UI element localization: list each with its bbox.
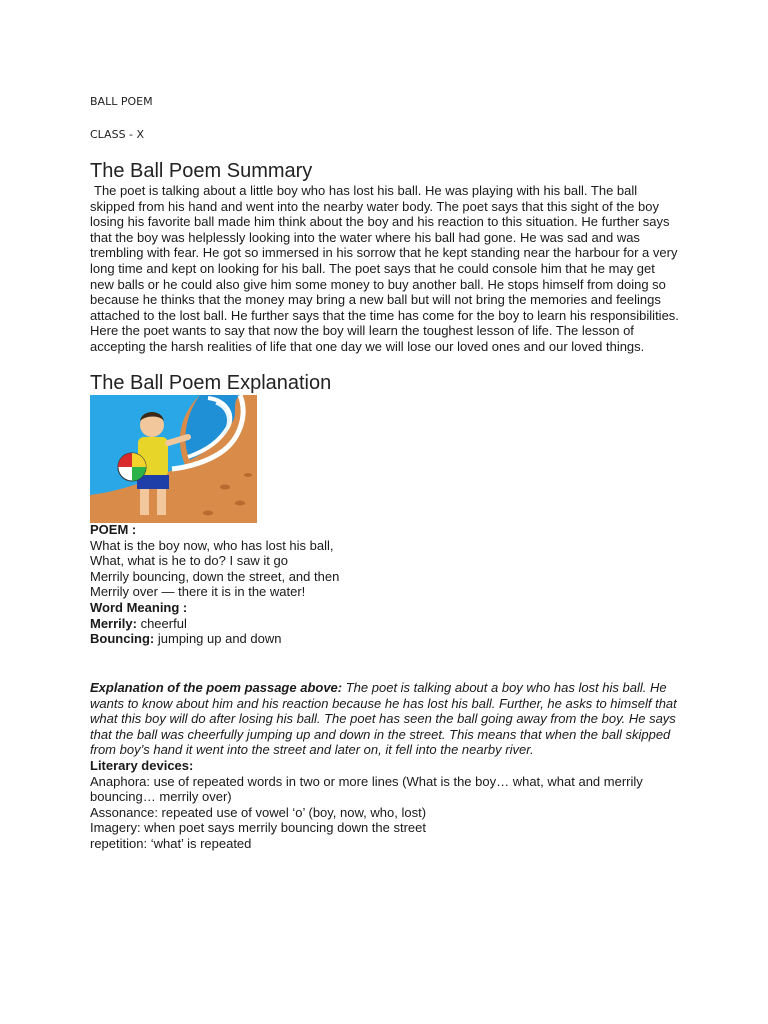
- passage-explanation: [90, 680, 684, 758]
- passage-label: Explanation of the poem passage above:: [90, 680, 343, 695]
- poem-line: What is the boy now, who has lost his ball,: [90, 537, 334, 553]
- class-label: CLASS - X: [90, 128, 145, 141]
- summary-paragraph: The poet is talking about a little boy who has lost his ball. He was playing with his ball. The ball skipped from his hand and went into the nearby water body. The poet says that this sight of the boy losing his favorite ball made him think about the boy and his reaction to this situation. He further says that the boy was helplessly looking into the water where his ball had gone. He was sad and was trembling with fear. He got so immersed in his sorrow that he kept standing near the harbour for a very long time and kept on looking for his ball. The poet says that he could console him that he may get new balls or he could also give him some money to buy another ball. He stops himself from doing so because he thinks that the money may bring a new ball but will not bring the memories and feelings attached to the lost ball. He further says that the time has come for the boy to learn his responsibilities. Here the poet wants to say that now the boy will learn the toughest lesson of life. The lesson of accepting the harsh realities of life that one day we will lose our loved ones and our loved things.: [90, 183, 679, 354]
- poem-section: [90, 522, 684, 647]
- doc-title: BALL POEM: [90, 95, 153, 108]
- literary-device-item: repetition: ‘what’ is repeated: [90, 835, 252, 851]
- literary-device-item: Anaphora: use of repeated words in two or more lines (What is the boy… what, what and merrily bouncing… merrily over): [90, 773, 643, 805]
- literary-devices-section: [90, 758, 684, 852]
- literary-device-item: Assonance: repeated use of vowel ‘o’ (boy, now, who, lost): [90, 804, 427, 820]
- poem-line: Merrily bouncing, down the street, and then: [90, 568, 340, 584]
- boy-with-ball-illustration: [90, 395, 257, 523]
- summary-heading: The Ball Poem Summary: [90, 160, 313, 182]
- literary-devices-label: Literary devices:: [90, 758, 194, 773]
- word-term: Merrily:: [90, 615, 137, 631]
- word-meaning-item: [90, 616, 684, 632]
- poem-line: Merrily over — there it is in the water!: [90, 584, 306, 600]
- word-meaning-label: Word Meaning :: [90, 599, 188, 615]
- explanation-heading: The Ball Poem Explanation: [90, 372, 332, 394]
- literary-device-item: Imagery: when poet says merrily bouncing down the street: [90, 820, 427, 836]
- poem-label: POEM :: [90, 522, 137, 537]
- poem-line: What, what is he to do? I saw it go: [90, 553, 288, 569]
- passage-text: The poet is talking about a boy who has lost his ball. He wants to know about him and his reaction because he has lost his ball. Further, he asks to himself that what this boy will do after losing his ball. The poet has seen the ball going away from the boy. He says that the ball was cheerfully jumping up and down in the street. This means that when the ball skipped from boy’s hand it went into the street and later on, it fell into the nearby river.: [90, 680, 677, 758]
- word-term: Bouncing:: [90, 631, 155, 647]
- word-meaning-item: [90, 631, 684, 647]
- word-definition: jumping up and down: [154, 631, 282, 647]
- word-definition: cheerful: [136, 615, 187, 631]
